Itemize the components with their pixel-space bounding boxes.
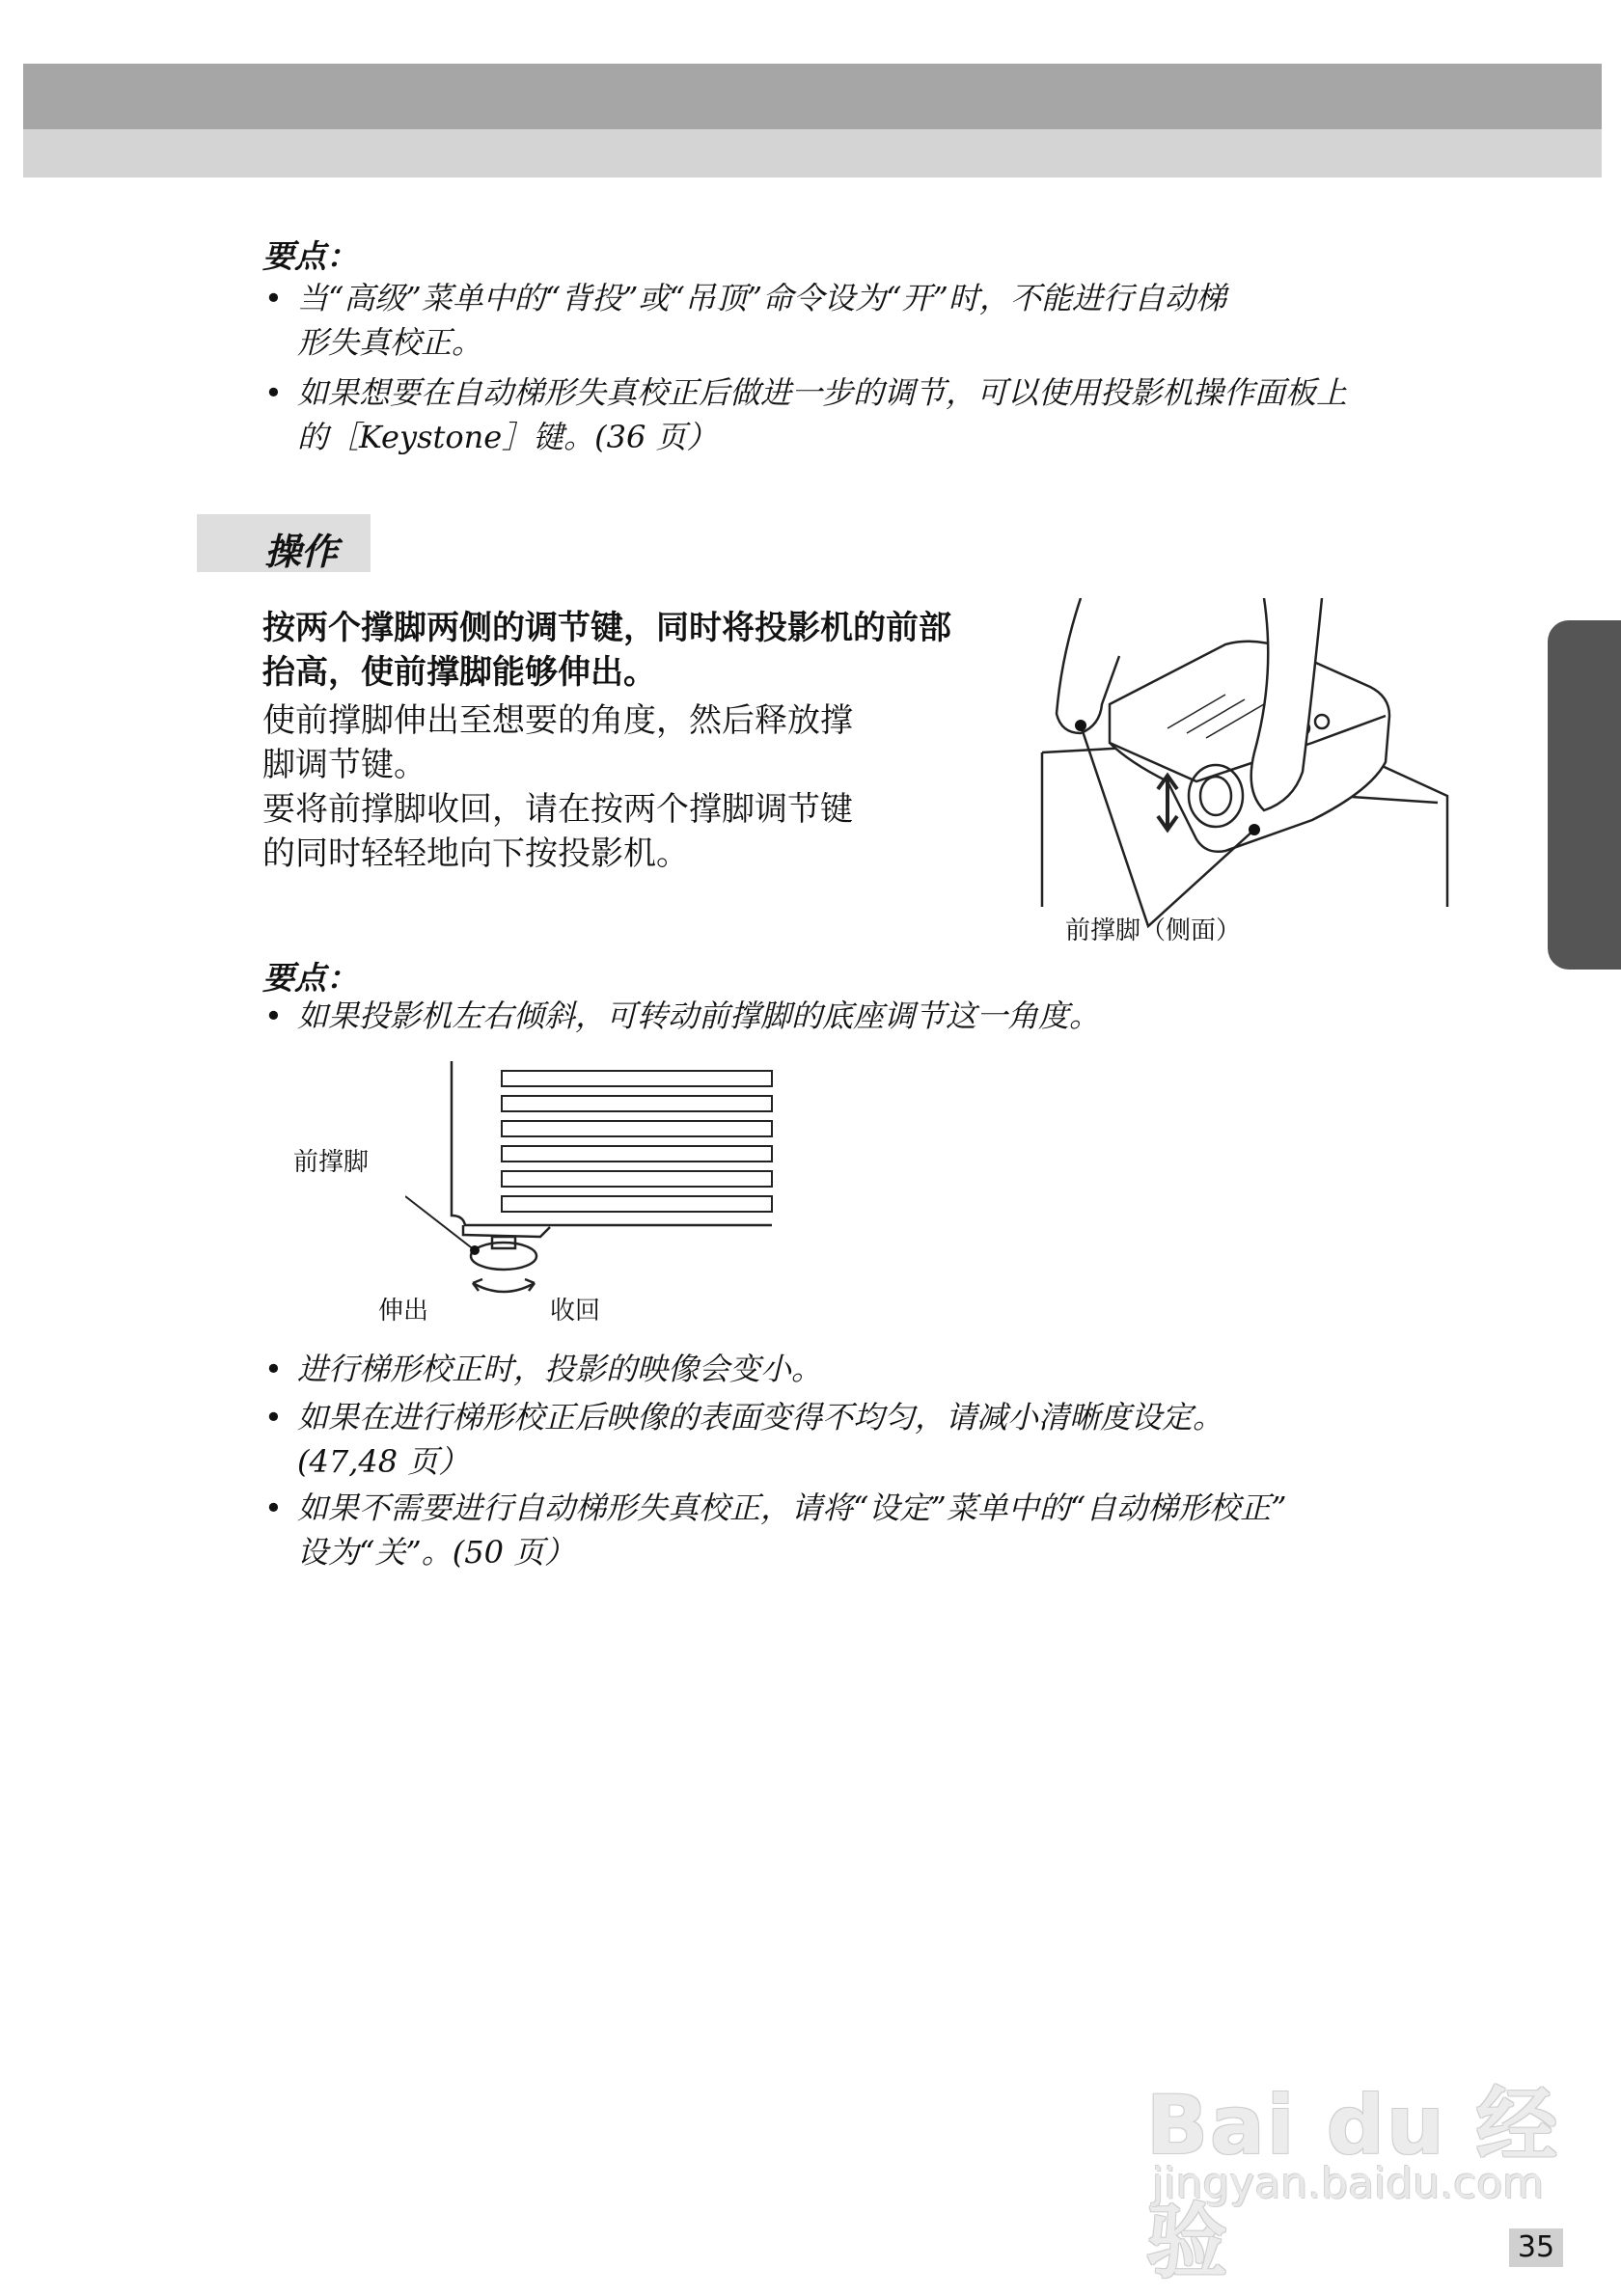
notes-top-item-2-line1: 如果想要在自动梯形失真校正后做进一步的调节，可以使用投影机操作面板上	[297, 374, 1348, 411]
section-heading-box	[197, 514, 371, 572]
projector-lift-illustration	[1023, 598, 1467, 965]
bullet-dot: •	[264, 280, 283, 316]
projector-body	[1110, 642, 1389, 852]
bullet-dot: •	[264, 1399, 283, 1435]
step-line-4: 的同时轻轻地向下按投影机。	[262, 834, 689, 873]
notes-top-item-1-line2: 形失真校正。	[297, 324, 483, 361]
header-band-light	[23, 129, 1602, 178]
notes-top-item-1-line1: 当“高级”菜单中的“背投”或“吊顶”命令设为“开”时，不能进行自动梯	[297, 280, 1226, 316]
foot-base	[471, 1243, 536, 1270]
baidu-watermark-logo: Bai du 经验	[1146, 2078, 1559, 2289]
notes-mid-item	[264, 994, 1101, 1038]
bullet-dot: •	[264, 998, 283, 1034]
step-instruction: 按两个撑脚两侧的调节键，同时将投影机的前部抬高，使前撑脚能够伸出。	[262, 609, 951, 692]
notes-bottom-item-1	[264, 1347, 823, 1391]
notes-bottom-item-2-line2: (47,48 页）	[297, 1443, 470, 1480]
foot-dot	[470, 1245, 480, 1255]
projector-vent-slats	[502, 1071, 772, 1212]
rotate-arrow-heads	[473, 1279, 535, 1291]
notes-top-item-2	[264, 370, 1348, 459]
notes-bottom-item-2	[264, 1395, 1224, 1484]
notes-bottom-item-3	[264, 1486, 1287, 1574]
page-number: 35	[1509, 2228, 1563, 2267]
front-foot-dot	[1249, 824, 1260, 835]
notes-bottom-item-3-line2: 设为“关”。(50 页）	[297, 1534, 576, 1571]
notes-bottom-item-3-line1: 如果不需要进行自动梯形失真校正，请将“设定”菜单中的“自动梯形校正”	[297, 1490, 1287, 1526]
step-line-2: 脚调节键。	[262, 746, 426, 784]
rotate-arrow	[473, 1283, 535, 1292]
section-heading: 操作	[264, 531, 339, 573]
notes-bottom-item-1-line1: 进行梯形校正时，投影的映像会变小。	[297, 1351, 823, 1387]
notes-top-title: 要点：	[262, 237, 358, 275]
bullet-dot: •	[264, 1490, 283, 1526]
notes-bottom-item-2-line1: 如果在进行梯形校正后映像的表面变得不均匀，请减小清晰度设定。	[297, 1399, 1224, 1435]
extend-label: 伸出	[378, 1297, 429, 1326]
notes-top-item-2-line2: 的［Keystone］键。(36 页）	[297, 419, 718, 455]
header-band-dark	[23, 64, 1602, 129]
retract-label: 收回	[550, 1297, 601, 1326]
notes-top-item-1	[264, 276, 1226, 365]
rear-foot-dot	[1075, 720, 1086, 731]
housing-bottom	[463, 1225, 550, 1237]
chapter-side-tab	[1548, 620, 1621, 970]
bullet-dot: •	[264, 1351, 283, 1387]
baidu-watermark-url: jingyan.baidu.com	[1152, 2159, 1545, 2208]
step-line-1: 使前撑脚伸出至想要的角度，然后释放撑	[262, 701, 853, 740]
foot-detail-illustration	[405, 1061, 791, 1302]
notes-mid-item-text: 如果投影机左右倾斜，可转动前撑脚的底座调节这一角度。	[297, 998, 1101, 1034]
figure-caption: 前撑脚（侧面）	[1065, 916, 1242, 945]
foot-label: 前撑脚	[293, 1148, 370, 1177]
step-line-3: 要将前撑脚收回，请在按两个撑脚调节键	[262, 790, 853, 829]
bullet-dot: •	[264, 374, 283, 411]
notes-mid-title: 要点：	[262, 959, 358, 997]
